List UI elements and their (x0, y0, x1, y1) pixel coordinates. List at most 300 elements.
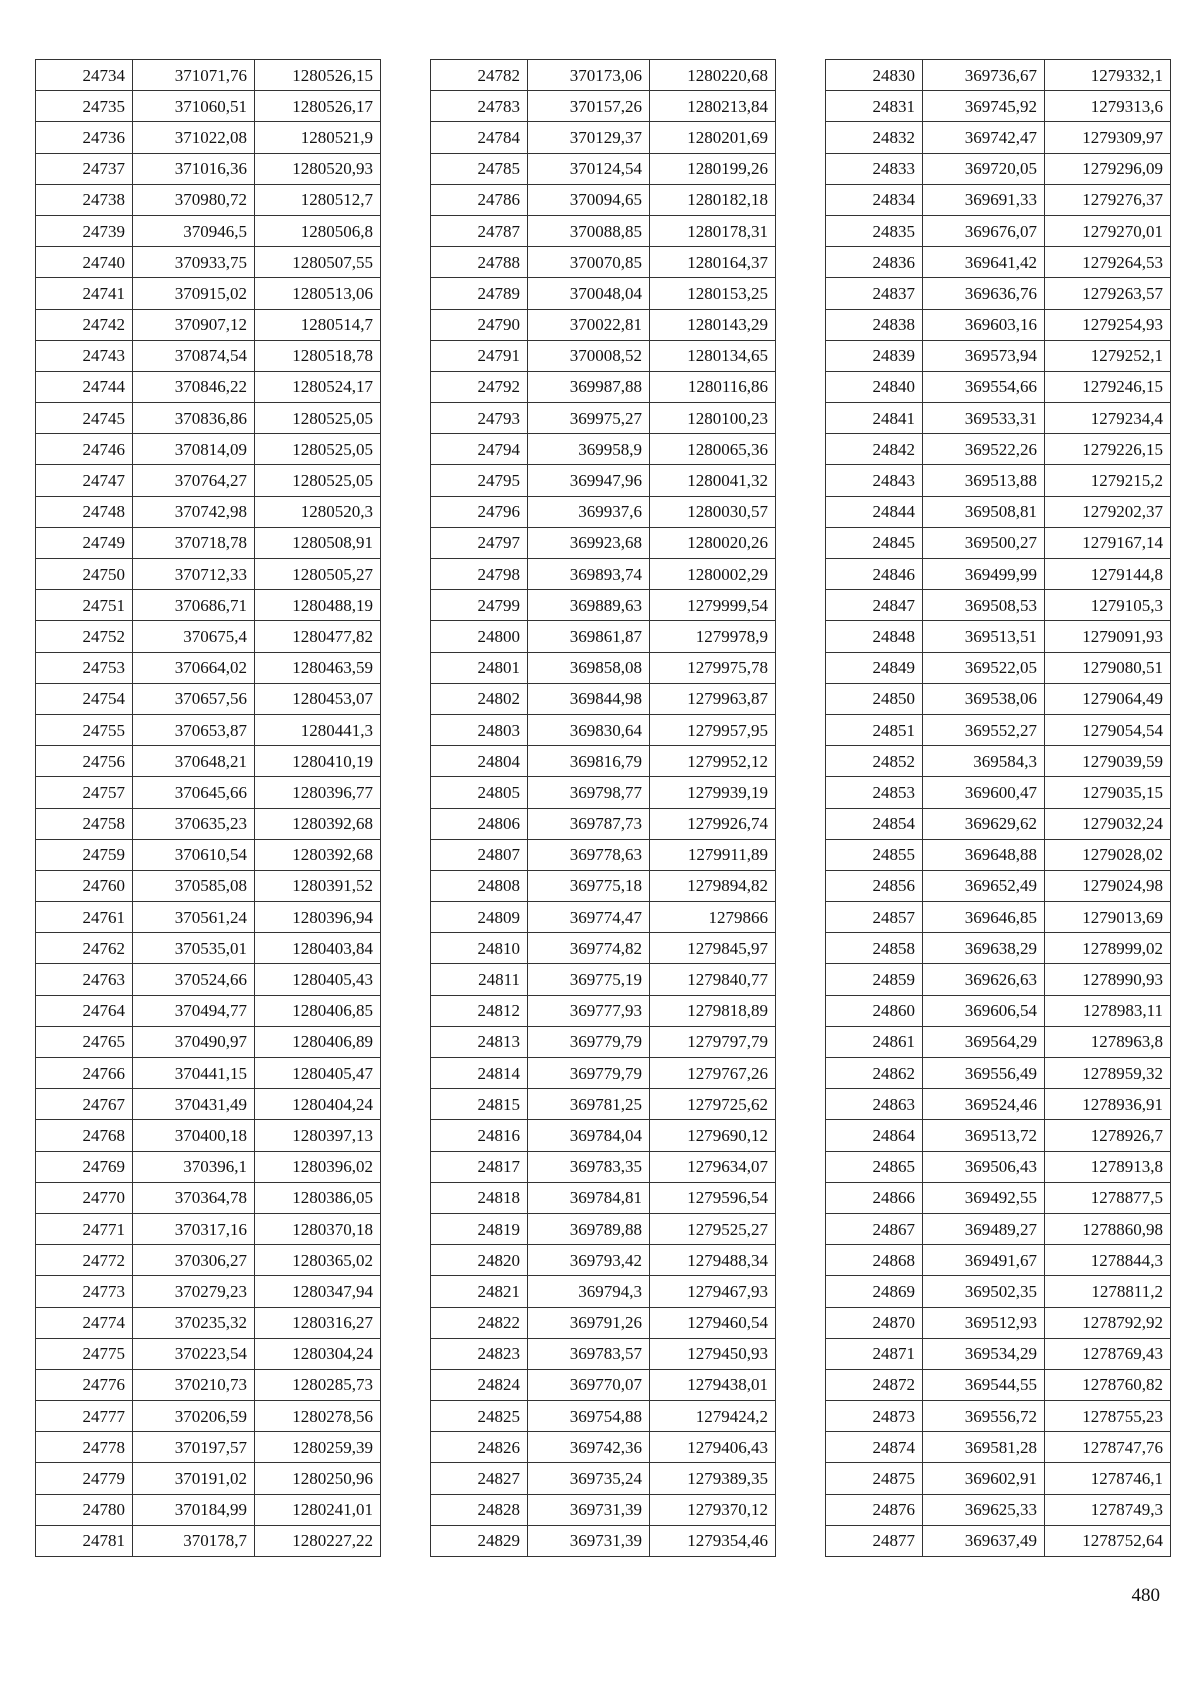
x-coordinate-cell: 369720,05 (923, 153, 1045, 184)
table-row (36, 434, 381, 465)
table-row (826, 1494, 1171, 1525)
table-row (431, 1432, 776, 1463)
point-number-cell: 24812 (431, 995, 528, 1026)
table-row (431, 1401, 776, 1432)
x-coordinate-cell: 369777,93 (528, 995, 650, 1026)
x-coordinate-cell: 369534,29 (923, 1338, 1045, 1369)
y-coordinate-cell: 1278749,3 (1045, 1494, 1171, 1525)
point-number-cell: 24791 (431, 340, 528, 371)
x-coordinate-cell: 370088,85 (528, 215, 650, 246)
y-coordinate-cell: 1280404,24 (255, 1089, 381, 1120)
y-coordinate-cell: 1279144,8 (1045, 559, 1171, 590)
y-coordinate-cell: 1280365,02 (255, 1245, 381, 1276)
point-number-cell: 24790 (431, 309, 528, 340)
point-number-cell: 24856 (826, 870, 923, 901)
x-coordinate-cell: 370742,98 (133, 496, 255, 527)
x-coordinate-cell: 369533,31 (923, 403, 1045, 434)
point-number-cell: 24825 (431, 1401, 528, 1432)
table-row (36, 1213, 381, 1244)
table-row (826, 527, 1171, 558)
point-number-cell: 24827 (431, 1463, 528, 1494)
x-coordinate-cell: 370846,22 (133, 371, 255, 402)
x-coordinate-cell: 369638,29 (923, 933, 1045, 964)
point-number-cell: 24810 (431, 933, 528, 964)
table-row (431, 122, 776, 153)
y-coordinate-cell: 1280227,22 (255, 1525, 381, 1556)
x-coordinate-cell: 369508,53 (923, 590, 1045, 621)
y-coordinate-cell: 1279264,53 (1045, 247, 1171, 278)
point-number-cell: 24753 (36, 652, 133, 683)
y-coordinate-cell: 1278877,5 (1045, 1182, 1171, 1213)
y-coordinate-cell: 1279028,02 (1045, 839, 1171, 870)
x-coordinate-cell: 369774,82 (528, 933, 650, 964)
point-number-cell: 24823 (431, 1338, 528, 1369)
x-coordinate-cell: 369584,3 (923, 746, 1045, 777)
x-coordinate-cell: 370675,4 (133, 621, 255, 652)
point-number-cell: 24840 (826, 371, 923, 402)
x-coordinate-cell: 370635,23 (133, 808, 255, 839)
y-coordinate-cell: 1279467,93 (650, 1276, 776, 1307)
x-coordinate-cell: 369552,27 (923, 714, 1045, 745)
x-coordinate-cell: 369691,33 (923, 184, 1045, 215)
x-coordinate-cell: 370561,24 (133, 902, 255, 933)
table-row (431, 1463, 776, 1494)
x-coordinate-cell: 369600,47 (923, 777, 1045, 808)
y-coordinate-cell: 1279091,93 (1045, 621, 1171, 652)
y-coordinate-cell: 1278936,91 (1045, 1089, 1171, 1120)
point-number-cell: 24842 (826, 434, 923, 465)
y-coordinate-cell: 1280508,91 (255, 527, 381, 558)
y-coordinate-cell: 1280220,68 (650, 60, 776, 91)
y-coordinate-cell: 1279332,1 (1045, 60, 1171, 91)
table-row (36, 870, 381, 901)
x-coordinate-cell: 370184,99 (133, 1494, 255, 1525)
x-coordinate-cell: 369781,25 (528, 1089, 650, 1120)
point-number-cell: 24785 (431, 153, 528, 184)
y-coordinate-cell: 1279634,07 (650, 1151, 776, 1182)
x-coordinate-cell: 369603,16 (923, 309, 1045, 340)
y-coordinate-cell: 1280065,36 (650, 434, 776, 465)
table-row (431, 1213, 776, 1244)
table-row (431, 777, 776, 808)
y-coordinate-cell: 1278963,8 (1045, 1026, 1171, 1057)
point-number-cell: 24792 (431, 371, 528, 402)
x-coordinate-cell: 369641,42 (923, 247, 1045, 278)
table-row (36, 496, 381, 527)
point-number-cell: 24778 (36, 1432, 133, 1463)
y-coordinate-cell: 1280507,55 (255, 247, 381, 278)
point-number-cell: 24787 (431, 215, 528, 246)
table-row (36, 403, 381, 434)
y-coordinate-cell: 1278983,11 (1045, 995, 1171, 1026)
point-number-cell: 24845 (826, 527, 923, 558)
point-number-cell: 24796 (431, 496, 528, 527)
x-coordinate-cell: 369544,55 (923, 1369, 1045, 1400)
table-row (431, 403, 776, 434)
x-coordinate-cell: 369784,04 (528, 1120, 650, 1151)
table-row (36, 652, 381, 683)
x-coordinate-cell: 370223,54 (133, 1338, 255, 1369)
table-row (36, 933, 381, 964)
y-coordinate-cell: 1280506,8 (255, 215, 381, 246)
x-coordinate-cell: 369554,66 (923, 371, 1045, 402)
point-number-cell: 24838 (826, 309, 923, 340)
table-row (36, 247, 381, 278)
point-number-cell: 24852 (826, 746, 923, 777)
coordinates-table-body (431, 60, 776, 1557)
y-coordinate-cell: 1280463,59 (255, 652, 381, 683)
table-row (36, 995, 381, 1026)
y-coordinate-cell: 1279215,2 (1045, 465, 1171, 496)
table-row (826, 652, 1171, 683)
point-number-cell: 24794 (431, 434, 528, 465)
point-number-cell: 24781 (36, 1525, 133, 1556)
x-coordinate-cell: 370712,33 (133, 559, 255, 590)
point-number-cell: 24835 (826, 215, 923, 246)
x-coordinate-cell: 370915,02 (133, 278, 255, 309)
table-row (431, 215, 776, 246)
y-coordinate-cell: 1279313,6 (1045, 91, 1171, 122)
x-coordinate-cell: 369937,6 (528, 496, 650, 527)
table-row (826, 309, 1171, 340)
y-coordinate-cell: 1280241,01 (255, 1494, 381, 1525)
point-number-cell: 24821 (431, 1276, 528, 1307)
point-number-cell: 24843 (826, 465, 923, 496)
x-coordinate-cell: 371071,76 (133, 60, 255, 91)
table-row (36, 278, 381, 309)
point-number-cell: 24797 (431, 527, 528, 558)
coordinates-table-body (826, 60, 1171, 1557)
y-coordinate-cell: 1279450,93 (650, 1338, 776, 1369)
x-coordinate-cell: 370364,78 (133, 1182, 255, 1213)
table-row (431, 933, 776, 964)
y-coordinate-cell: 1279296,09 (1045, 153, 1171, 184)
point-number-cell: 24767 (36, 1089, 133, 1120)
point-number-cell: 24802 (431, 683, 528, 714)
point-number-cell: 24830 (826, 60, 923, 91)
x-coordinate-cell: 369556,72 (923, 1401, 1045, 1432)
point-number-cell: 24754 (36, 683, 133, 714)
x-coordinate-cell: 369745,92 (923, 91, 1045, 122)
point-number-cell: 24756 (36, 746, 133, 777)
point-number-cell: 24768 (36, 1120, 133, 1151)
page-number: 480 (1131, 1585, 1160, 1606)
x-coordinate-cell: 369775,18 (528, 870, 650, 901)
y-coordinate-cell: 1279957,95 (650, 714, 776, 745)
point-number-cell: 24851 (826, 714, 923, 745)
y-coordinate-cell: 1280134,65 (650, 340, 776, 371)
x-coordinate-cell: 370022,81 (528, 309, 650, 340)
point-number-cell: 24749 (36, 527, 133, 558)
table-row (431, 465, 776, 496)
x-coordinate-cell: 370836,86 (133, 403, 255, 434)
x-coordinate-cell: 370653,87 (133, 714, 255, 745)
y-coordinate-cell: 1279866 (650, 902, 776, 933)
x-coordinate-cell: 369652,49 (923, 870, 1045, 901)
point-number-cell: 24869 (826, 1276, 923, 1307)
y-coordinate-cell: 1280513,06 (255, 278, 381, 309)
y-coordinate-cell: 1280453,07 (255, 683, 381, 714)
table-row (431, 1089, 776, 1120)
table-row (431, 902, 776, 933)
table-row (431, 652, 776, 683)
x-coordinate-cell: 370191,02 (133, 1463, 255, 1494)
table-row (826, 247, 1171, 278)
point-number-cell: 24777 (36, 1401, 133, 1432)
x-coordinate-cell: 369626,63 (923, 964, 1045, 995)
x-coordinate-cell: 369581,28 (923, 1432, 1045, 1463)
x-coordinate-cell: 369923,68 (528, 527, 650, 558)
y-coordinate-cell: 1280392,68 (255, 808, 381, 839)
point-number-cell: 24764 (36, 995, 133, 1026)
y-coordinate-cell: 1278755,23 (1045, 1401, 1171, 1432)
x-coordinate-cell: 369783,35 (528, 1151, 650, 1182)
point-number-cell: 24776 (36, 1369, 133, 1400)
point-number-cell: 24775 (36, 1338, 133, 1369)
x-coordinate-cell: 370664,02 (133, 652, 255, 683)
x-coordinate-cell: 370535,01 (133, 933, 255, 964)
point-number-cell: 24803 (431, 714, 528, 745)
point-number-cell: 24757 (36, 777, 133, 808)
y-coordinate-cell: 1279999,54 (650, 590, 776, 621)
table-row (431, 527, 776, 558)
table-row (36, 153, 381, 184)
point-number-cell: 24779 (36, 1463, 133, 1494)
x-coordinate-cell: 370494,77 (133, 995, 255, 1026)
table-row (826, 153, 1171, 184)
y-coordinate-cell: 1279234,4 (1045, 403, 1171, 434)
point-number-cell: 24800 (431, 621, 528, 652)
x-coordinate-cell: 369754,88 (528, 1401, 650, 1432)
x-coordinate-cell: 369524,46 (923, 1089, 1045, 1120)
y-coordinate-cell: 1280002,29 (650, 559, 776, 590)
x-coordinate-cell: 371022,08 (133, 122, 255, 153)
x-coordinate-cell: 369784,81 (528, 1182, 650, 1213)
table-row (826, 1369, 1171, 1400)
x-coordinate-cell: 370610,54 (133, 839, 255, 870)
y-coordinate-cell: 1279525,27 (650, 1213, 776, 1244)
coordinates-table-2 (430, 59, 776, 1557)
y-coordinate-cell: 1280397,13 (255, 1120, 381, 1151)
table-row (826, 60, 1171, 91)
y-coordinate-cell: 1278760,82 (1045, 1369, 1171, 1400)
point-number-cell: 24853 (826, 777, 923, 808)
table-row (826, 1120, 1171, 1151)
x-coordinate-cell: 369602,91 (923, 1463, 1045, 1494)
table-row (431, 1026, 776, 1057)
y-coordinate-cell: 1280391,52 (255, 870, 381, 901)
table-row (36, 371, 381, 402)
x-coordinate-cell: 369742,36 (528, 1432, 650, 1463)
x-coordinate-cell: 369731,39 (528, 1494, 650, 1525)
y-coordinate-cell: 1280406,85 (255, 995, 381, 1026)
point-number-cell: 24814 (431, 1058, 528, 1089)
y-coordinate-cell: 1280347,94 (255, 1276, 381, 1307)
table-row (826, 933, 1171, 964)
point-number-cell: 24829 (431, 1525, 528, 1556)
x-coordinate-cell: 369489,27 (923, 1213, 1045, 1244)
point-number-cell: 24863 (826, 1089, 923, 1120)
x-coordinate-cell: 369861,87 (528, 621, 650, 652)
y-coordinate-cell: 1279963,87 (650, 683, 776, 714)
x-coordinate-cell: 369625,33 (923, 1494, 1045, 1525)
point-number-cell: 24832 (826, 122, 923, 153)
y-coordinate-cell: 1280201,69 (650, 122, 776, 153)
y-coordinate-cell: 1279725,62 (650, 1089, 776, 1120)
x-coordinate-cell: 369731,39 (528, 1525, 650, 1556)
table-row (826, 1276, 1171, 1307)
point-number-cell: 24759 (36, 839, 133, 870)
table-row (826, 1151, 1171, 1182)
y-coordinate-cell: 1280525,05 (255, 465, 381, 496)
y-coordinate-cell: 1279460,54 (650, 1307, 776, 1338)
x-coordinate-cell: 370178,7 (133, 1525, 255, 1556)
table-row (826, 1338, 1171, 1369)
y-coordinate-cell: 1280514,7 (255, 309, 381, 340)
point-number-cell: 24870 (826, 1307, 923, 1338)
point-number-cell: 24837 (826, 278, 923, 309)
x-coordinate-cell: 369775,19 (528, 964, 650, 995)
table-row (36, 1494, 381, 1525)
x-coordinate-cell: 369774,47 (528, 902, 650, 933)
point-number-cell: 24824 (431, 1369, 528, 1400)
table-row (431, 184, 776, 215)
y-coordinate-cell: 1278999,02 (1045, 933, 1171, 964)
y-coordinate-cell: 1279024,98 (1045, 870, 1171, 901)
table-row (826, 1432, 1171, 1463)
y-coordinate-cell: 1280396,94 (255, 902, 381, 933)
table-row (826, 839, 1171, 870)
point-number-cell: 24833 (826, 153, 923, 184)
y-coordinate-cell: 1280405,43 (255, 964, 381, 995)
y-coordinate-cell: 1279276,37 (1045, 184, 1171, 215)
table-row (36, 309, 381, 340)
y-coordinate-cell: 1278752,64 (1045, 1525, 1171, 1556)
y-coordinate-cell: 1279013,69 (1045, 902, 1171, 933)
point-number-cell: 24745 (36, 403, 133, 434)
table-row (431, 1525, 776, 1556)
point-number-cell: 24831 (826, 91, 923, 122)
y-coordinate-cell: 1279105,3 (1045, 590, 1171, 621)
point-number-cell: 24868 (826, 1245, 923, 1276)
y-coordinate-cell: 1279406,43 (650, 1432, 776, 1463)
table-row (431, 870, 776, 901)
x-coordinate-cell: 369676,07 (923, 215, 1045, 246)
x-coordinate-cell: 369816,79 (528, 746, 650, 777)
x-coordinate-cell: 370657,56 (133, 683, 255, 714)
y-coordinate-cell: 1279254,93 (1045, 309, 1171, 340)
table-row (826, 122, 1171, 153)
x-coordinate-cell: 369506,43 (923, 1151, 1045, 1182)
point-number-cell: 24738 (36, 184, 133, 215)
table-row (826, 184, 1171, 215)
y-coordinate-cell: 1279039,59 (1045, 746, 1171, 777)
y-coordinate-cell: 1279894,82 (650, 870, 776, 901)
x-coordinate-cell: 369648,88 (923, 839, 1045, 870)
point-number-cell: 24761 (36, 902, 133, 933)
x-coordinate-cell: 369793,42 (528, 1245, 650, 1276)
point-number-cell: 24782 (431, 60, 528, 91)
point-number-cell: 24850 (826, 683, 923, 714)
y-coordinate-cell: 1279246,15 (1045, 371, 1171, 402)
x-coordinate-cell: 369794,3 (528, 1276, 650, 1307)
y-coordinate-cell: 1279389,35 (650, 1463, 776, 1494)
point-number-cell: 24789 (431, 278, 528, 309)
table-row (431, 683, 776, 714)
x-coordinate-cell: 369778,63 (528, 839, 650, 870)
table-row (826, 870, 1171, 901)
table-row (36, 1120, 381, 1151)
point-number-cell: 24793 (431, 403, 528, 434)
point-number-cell: 24750 (36, 559, 133, 590)
point-number-cell: 24866 (826, 1182, 923, 1213)
y-coordinate-cell: 1279270,01 (1045, 215, 1171, 246)
table-row (36, 527, 381, 558)
point-number-cell: 24766 (36, 1058, 133, 1089)
y-coordinate-cell: 1280525,05 (255, 434, 381, 465)
point-number-cell: 24877 (826, 1525, 923, 1556)
point-number-cell: 24762 (36, 933, 133, 964)
table-row (826, 1307, 1171, 1338)
point-number-cell: 24758 (36, 808, 133, 839)
y-coordinate-cell: 1279939,19 (650, 777, 776, 808)
x-coordinate-cell: 369573,94 (923, 340, 1045, 371)
x-coordinate-cell: 369500,27 (923, 527, 1045, 558)
point-number-cell: 24746 (36, 434, 133, 465)
x-coordinate-cell: 369512,93 (923, 1307, 1045, 1338)
y-coordinate-cell: 1280020,26 (650, 527, 776, 558)
table-row (826, 1245, 1171, 1276)
y-coordinate-cell: 1280526,17 (255, 91, 381, 122)
x-coordinate-cell: 369508,81 (923, 496, 1045, 527)
table-row (431, 964, 776, 995)
y-coordinate-cell: 1279263,57 (1045, 278, 1171, 309)
point-number-cell: 24769 (36, 1151, 133, 1182)
table-row (36, 340, 381, 371)
table-row (36, 746, 381, 777)
table-row (431, 1276, 776, 1307)
y-coordinate-cell: 1279252,1 (1045, 340, 1171, 371)
x-coordinate-cell: 369798,77 (528, 777, 650, 808)
table-row (431, 839, 776, 870)
table-row (431, 1058, 776, 1089)
y-coordinate-cell: 1278926,7 (1045, 1120, 1171, 1151)
table-row (431, 1369, 776, 1400)
table-row (36, 1525, 381, 1556)
table-row (826, 714, 1171, 745)
point-number-cell: 24861 (826, 1026, 923, 1057)
y-coordinate-cell: 1278746,1 (1045, 1463, 1171, 1494)
point-number-cell: 24809 (431, 902, 528, 933)
point-number-cell: 24847 (826, 590, 923, 621)
point-number-cell: 24815 (431, 1089, 528, 1120)
x-coordinate-cell: 369564,29 (923, 1026, 1045, 1057)
point-number-cell: 24858 (826, 933, 923, 964)
x-coordinate-cell: 369958,9 (528, 434, 650, 465)
y-coordinate-cell: 1279080,51 (1045, 652, 1171, 683)
table-row (431, 340, 776, 371)
point-number-cell: 24804 (431, 746, 528, 777)
x-coordinate-cell: 369830,64 (528, 714, 650, 745)
y-coordinate-cell: 1280488,19 (255, 590, 381, 621)
y-coordinate-cell: 1280441,3 (255, 714, 381, 745)
x-coordinate-cell: 369975,27 (528, 403, 650, 434)
y-coordinate-cell: 1280285,73 (255, 1369, 381, 1400)
point-number-cell: 24743 (36, 340, 133, 371)
table-row (431, 153, 776, 184)
table-row (431, 1182, 776, 1213)
table-row (36, 1276, 381, 1307)
